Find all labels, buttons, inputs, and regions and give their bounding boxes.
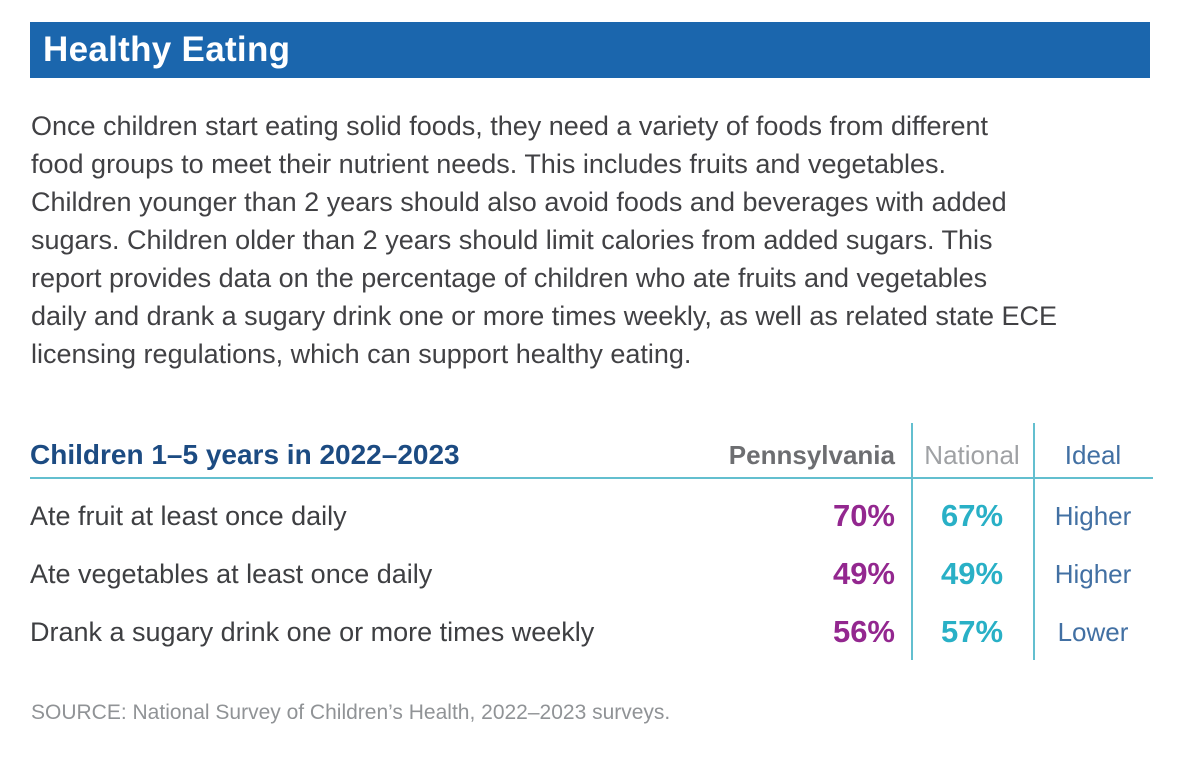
national-value: 49% xyxy=(940,556,1004,591)
column-header-national: National xyxy=(924,440,1020,470)
column-header-pennsylvania: Pennsylvania xyxy=(728,440,895,470)
intro-line: Children younger than 2 years should also avoid foods and beverages with added xyxy=(31,187,1007,217)
pennsylvania-value: 49% xyxy=(832,556,895,591)
national-value: 57% xyxy=(940,614,1004,649)
table-row xyxy=(30,487,1153,545)
header-divider-line xyxy=(30,477,1153,479)
table-body xyxy=(30,487,1153,661)
intro-line: Once children start eating solid foods, they need a variety of foods from different xyxy=(31,111,989,141)
ideal-value: Higher xyxy=(1054,500,1132,531)
intro-line: food groups to meet their nutrient needs. This includes fruits and vegetables. xyxy=(31,149,947,179)
pennsylvania-value: 70% xyxy=(832,498,895,533)
ideal-value: Lower xyxy=(1057,616,1129,647)
table-row xyxy=(30,545,1153,603)
health-data-table xyxy=(30,427,1153,660)
intro-line: report provides data on the percentage of children who ate fruits and vegetables xyxy=(31,263,988,293)
column-header-ideal: Ideal xyxy=(1064,440,1122,470)
column-divider-national-ideal xyxy=(1033,423,1035,660)
row-label: Ate vegetables at least once daily xyxy=(30,558,433,589)
row-label: Ate fruit at least once daily xyxy=(30,500,347,531)
section-header-bar xyxy=(30,22,1150,78)
table-title: Children 1–5 years in 2022–2023 xyxy=(30,439,460,470)
national-value: 67% xyxy=(940,498,1004,533)
column-divider-pennsylvania-national xyxy=(911,423,913,660)
ideal-value: Higher xyxy=(1054,558,1132,589)
table-row xyxy=(30,603,1153,661)
table-header-row xyxy=(30,427,1153,477)
page-title: Healthy Eating xyxy=(43,30,291,69)
intro-paragraph xyxy=(31,107,1156,373)
intro-line: daily and drank a sugary drink one or more times weekly, as well as related state ECE xyxy=(31,301,1057,331)
intro-line: sugars. Children older than 2 years should limit calories from added sugars. This xyxy=(31,225,993,255)
row-label: Drank a sugary drink one or more times weekly xyxy=(30,616,595,647)
source-note: SOURCE: National Survey of Children’s Health, 2022–2023 surveys. xyxy=(31,701,671,724)
intro-line: licensing regulations, which can support healthy eating. xyxy=(31,339,692,369)
pennsylvania-value: 56% xyxy=(832,614,895,649)
